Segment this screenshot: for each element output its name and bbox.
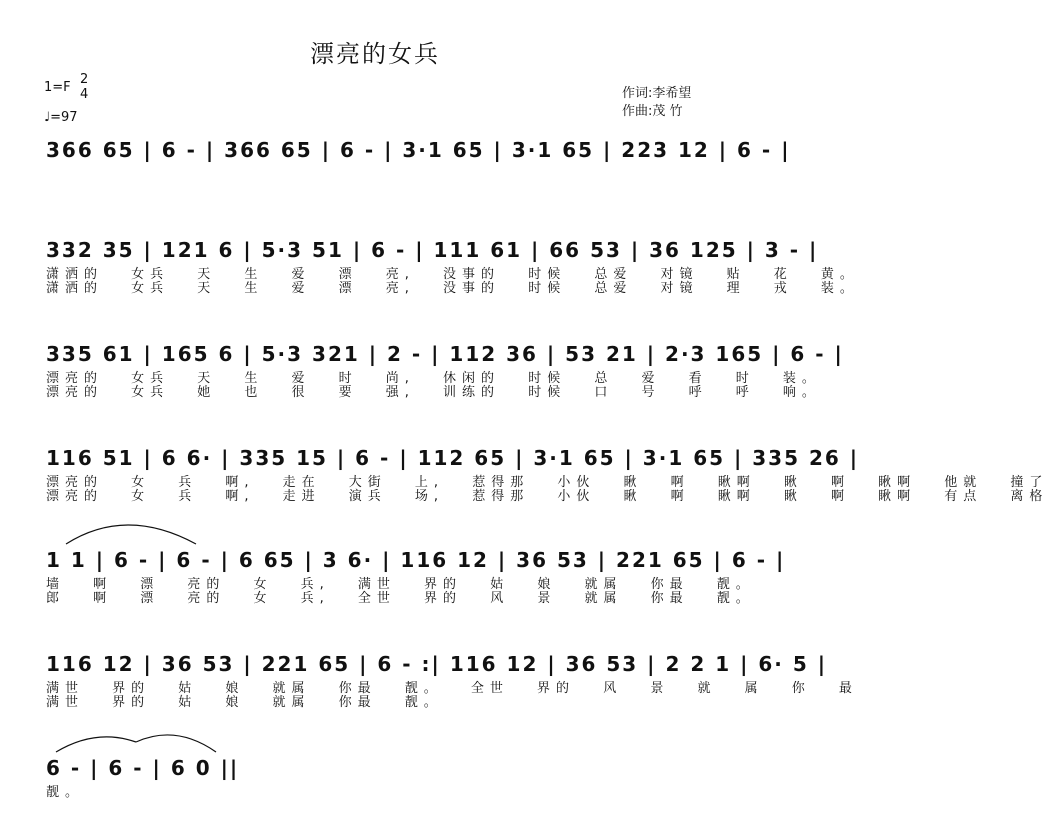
slur-mark [46, 508, 246, 548]
notation-line: 6 - | 6 - | 6 0 || [46, 756, 240, 780]
notation-line: 1 1 | 6 - | 6 - | 6 65 | 3 6· | 116 12 | 36 53 | 221 65 | 6 - | [46, 548, 786, 572]
lyric-verse-1: 潇洒的 女兵 天 生 爱 漂 亮, 没事的 时候 总爱 对镜 贴 花 黄。 [46, 267, 859, 282]
lyric-verse-2: 漂亮的 女兵 她 也 很 要 强, 训练的 时候 口 号 呼 呼 响。 [46, 385, 821, 400]
notation-line: 332 35 | 121 6 | 5·3 51 | 6 - | 111 61 | 66 53 | 36 125 | 3 - | [46, 238, 819, 262]
notation-line: 366 65 | 6 - | 366 65 | 6 - | 3·1 65 | 3·1 65 | 223 12 | 6 - | [46, 138, 791, 162]
notation-line: 335 61 | 165 6 | 5·3 321 | 2 - | 112 36 | 53 21 | 2·3 165 | 6 - | [46, 342, 844, 366]
notation-line: 116 12 | 36 53 | 221 65 | 6 - :| 116 12 | 36 53 | 2 2 1 | 6· 5 | [46, 652, 828, 676]
lyric-verse-1: 靓。 [46, 785, 85, 800]
score-row-5 [46, 548, 786, 622]
score-row-1 [46, 138, 791, 212]
lyric-verse-1: 漂亮的 女 兵 啊, 走在 大街 上, 惹得那 小伙 瞅 啊 瞅啊 瞅 啊 瞅啊 他就 撞了 [46, 475, 1048, 490]
score-row-7 [46, 756, 718, 830]
lyric-verse-2: 满世 界的 姑 娘 就属 你最 靓。 [46, 695, 443, 710]
time-signature-bottom: 4 [80, 87, 89, 102]
time-signature-top: 2 [80, 72, 89, 87]
lyric-verse-2: 漂亮的 女 兵 啊, 走进 演兵 场, 惹得那 小伙 瞅 啊 瞅啊 瞅 啊 瞅啊 有点 离格 [46, 489, 1048, 504]
song-title: 漂亮的女兵 [310, 40, 440, 68]
slur-mark [46, 716, 306, 756]
composer-credit: 作曲:茂 竹 [622, 104, 683, 119]
score-row-6 [46, 652, 858, 726]
lyric-verse-1: 墙 啊 漂 亮的 女 兵, 满世 界的 姑 娘 就属 你最 靓。 [46, 577, 755, 592]
score-row-2 [46, 238, 859, 312]
lyric-verse-2: 郎 啊 漂 亮的 女 兵, 全世 界的 风 景 就属 你最 靓。 [46, 591, 755, 606]
key-signature: 1=F [44, 80, 71, 95]
lyric-verse-2: 潇洒的 女兵 天 生 爱 漂 亮, 没事的 时候 总爱 对镜 理 戎 装。 [46, 281, 859, 296]
score-row-3 [46, 342, 844, 416]
lyric-verse-1: 满世 界的 姑 娘 就属 你最 靓。 全世 界的 风 景 就 属 你 最 [46, 681, 858, 696]
notation-line: 116 51 | 6 6· | 335 15 | 6 - | 112 65 | 3·1 65 | 3·1 65 | 335 26 | [46, 446, 860, 470]
lyricist-credit: 作词:李希望 [622, 86, 692, 101]
tempo-marking: ♩=97 [44, 110, 78, 125]
lyric-verse-1: 漂亮的 女兵 天 生 爱 时 尚, 休闲的 时候 总 爱 看 时 装。 [46, 371, 821, 386]
time-signature [80, 72, 88, 102]
